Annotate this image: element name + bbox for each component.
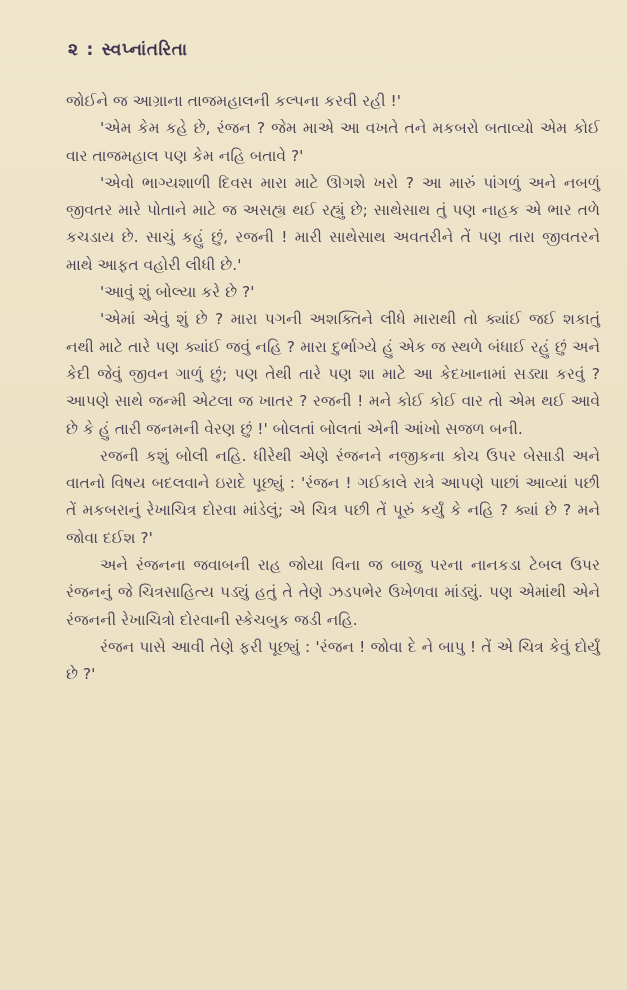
- header-separator: :: [86, 40, 94, 60]
- running-header: [68, 40, 188, 60]
- paragraph: અને રંજનના જવાબની રાહ જોયા વિના જ બાજુ પરના નાનકડા ટેબલ ઉપર રંજનનું જે ચિત્રસાહિત્ય પડ્યું હતું તે તેણે ઝડપભેર ઉખેળવા માંડ્યું. પણ એમાંથી એને રંજનની રેખાચિત્રો દોરવાની સ્કેચબુક જડી નહિ.: [66, 556, 600, 629]
- paragraph: રંજન પાસે આવી તેણે ફરી પૂછ્યું : 'રંજન ! જોવા દે ને બાપુ ! તેં એ ચિત્ર કેવું દોર્યું છે ?': [66, 637, 600, 684]
- paragraph: 'એમ કેમ કહે છે, રંજન ? જેમ માએ આ વખતે તને મકબરો બતાવ્યો એમ કોઈ વાર તાજમહાલ પણ કેમ નહિ બતાવે ?': [66, 119, 600, 165]
- paragraph: 'એમાં એવું શું છે ? મારા પગની અશક્તિને લીધે મારાથી તો ક્યાંઈ જઈ શકાતું નથી માટે તારે પણ ક્યાંઈ જવું નહિ ? મારા દુર્ભાગ્યે હું એક જ સ્થળે બંધાઈ રહું છું અને કેદી જેવું જીવન ગાળું છું; પણ તેથી તારે પણ શા માટે આ કેદખાનામાં સડ્યા કરવું ? આપણે સાથે જન્મી એટલા જ ખાતર ? રજની ! મને કોઈ કોઈ વાર તો એમ થઈ આવે છે કે હું તારી જનમની વેરણ છું !' બોલતાં બોલતાં એની આંખો સજળ બની.: [66, 310, 600, 438]
- body-text: [66, 88, 600, 689]
- page-number: ૨: [68, 40, 79, 60]
- paragraph: 'એવો ભાગ્યશાળી દિવસ મારા માટે ઊગશે ખરો ? આ મારું પાંગળું અને નબળું જીવતર મારે પોતાને માટે જ અસહ્ય થઈ રહ્યું છે; સાથેસાથ તું પણ નાહક એ ભાર તળે કચડાય છે. સાચું કહું છું, રજની ! મારી સાથેસાથ અવતરીને તેં પણ તારા જીવતરને માથે આફત વહોરી લીધી છે.': [66, 173, 600, 274]
- paragraph: 'આવું શું બોલ્યા કરે છે ?': [100, 283, 255, 302]
- paragraph: જોઈને જ આગ્રાના તાજમહાલની કલ્પના કરવી રહી !': [66, 92, 401, 110]
- paragraph: રજની કશું બોલી નહિ. ધીરેથી એણે રંજનને નજીકના કોચ ઉપર બેસાડી અને વાતનો વિષય બદલવાને ઇરાદે પૂછ્યું : 'રંજન ! ગઈકાલે રાત્રે આપણે પાછાં આવ્યાં પછી તેં મકબરાનું રેખાચિત્ર દોરવા માંડેલું; એ ચિત્ર પછી તેં પૂરું કર્યું કે નહિ ? ક્યાં છે ? મને જોવા દઈશ ?': [66, 446, 600, 547]
- book-title: સ્વપ્નાંતરિતા: [101, 40, 188, 60]
